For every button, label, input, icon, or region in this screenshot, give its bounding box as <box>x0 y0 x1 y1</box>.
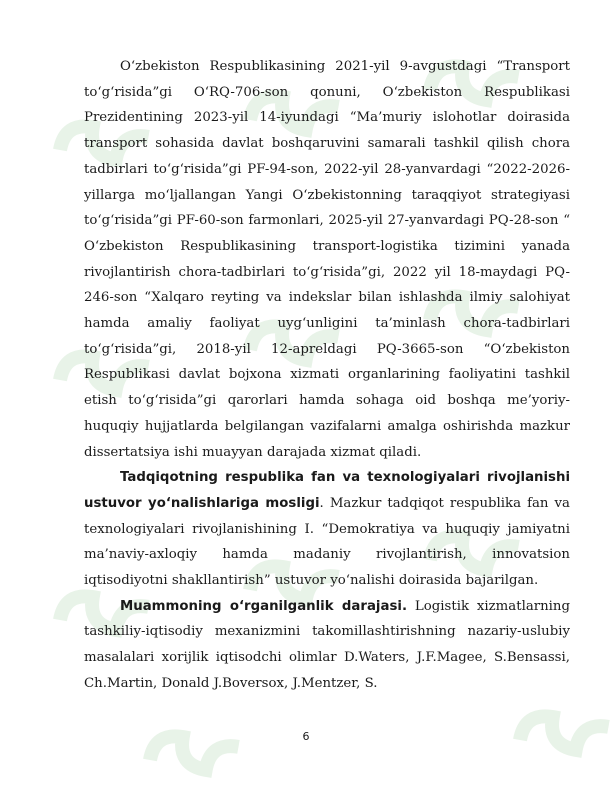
document-body <box>84 54 570 697</box>
paragraph-text: . Mazkur tadqiqot respublika fan va texnologiyalari rivojlanishining I. “Demokratiya va huquqiy jamiyatni ma’naviy-axloqiy hamda madaniy rivojlantirish, innovatsion iqtisodiyotni shakllantirish” ustuvor yo‘nalishi doirasida bajarilgan. <box>84 495 570 589</box>
paragraph-heading: Muammoning o‘rganilganlik darajasi. <box>120 598 407 614</box>
paragraph-text: Logistik xizmatlarning tashkiliy-iqtisodiy mexanizmini takomillashtirishning nazariy-uslubiy masalalari xorijlik iqtisodchi olimlar D.Waters, J.F.Magee, S.Bensassi, Ch.Martin, Donald J.Boversox, J.Mentzer, S. <box>84 598 570 691</box>
watermark-icon <box>144 706 238 792</box>
page-number: 6 <box>302 730 310 743</box>
paragraph-priority-directions <box>84 465 570 594</box>
paragraph-heading: Tadqiqotning respublika fan va texnologiyalari rivojlanishi ustuvor yo‘nalishlariga mosligi <box>84 470 570 511</box>
paragraph-problem-study <box>84 594 570 697</box>
paragraph-legal-basis: O‘zbekiston Respublikasining 2021-yil 9-avgustdagi “Transport to‘g‘risida”gi O‘RQ-706-son qonuni, O‘zbekiston Respublikasi Prezidentining 2023-yil 14-iyundagi “Ma’muriy islohotlar doirasida transport sohasida davlat boshqaruvini samarali tashkil qilish chora tadbirlari to‘g‘risida”gi PF-94-son, 2022-yil 28-yanvardagi “2022-2026-yillarga mo‘ljallangan Yangi O‘zbekistonning taraqqiyot strategiyasi to‘g‘risida”gi PF-60-son farmonlari, 2025-yil 27-yanvardagi PQ-28-son “ O‘zbekiston Respublikasining transport-logistika tizimini yanada rivojlantirish chora-tadbirlari to‘g‘risida”gi, 2022 yil 18-maydagi PQ-246-son “Xalqaro reyting va indekslar bilan ishlashda ilmiy salohiyat hamda amaliy faoliyat uyg‘unligini ta’minlash chora-tadbirlari to‘g‘risida”gi, 2018-yil 12-apreldagi PQ-3665-son “O‘zbekiston Respublikasi davlat bojxona xizmati organlarining faoliyatini tashkil etish to‘g‘risida”gi qarorlari hamda sohaga oid boshqa me’yoriy-huquqiy hujjatlarda belgilangan vazifalarni amalga oshirishda mazkur dissertatsiya ishi muayyan darajada xizmat qiladi. <box>84 59 570 460</box>
